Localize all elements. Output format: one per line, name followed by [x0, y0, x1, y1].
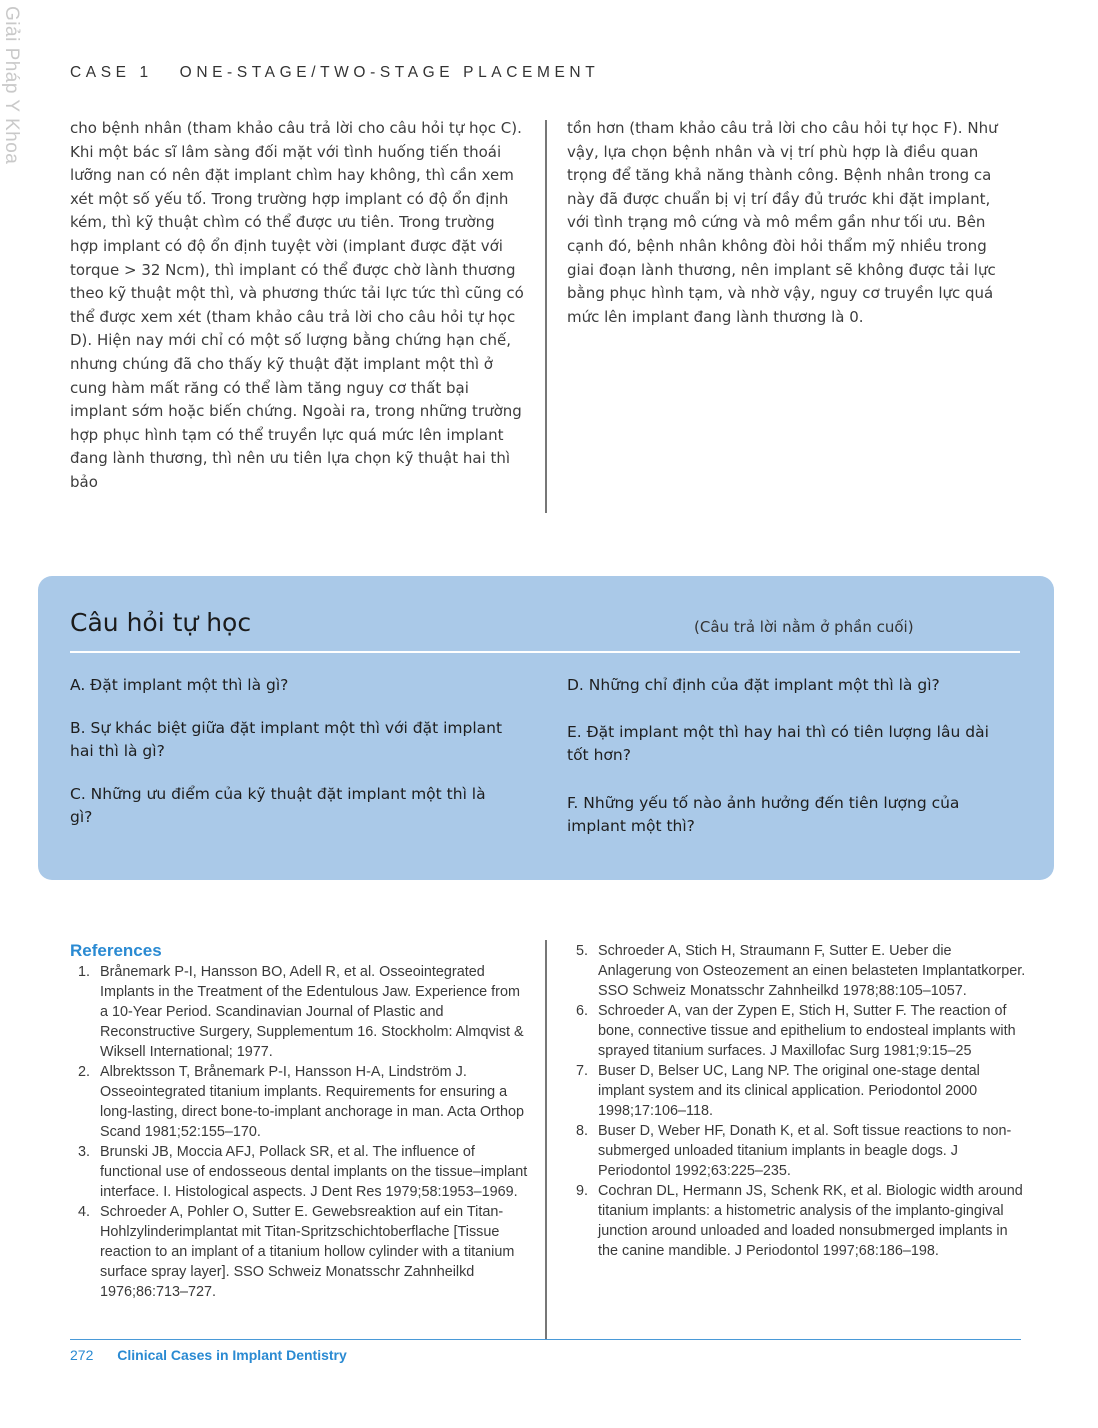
reference-item — [568, 1061, 1028, 1121]
reference-item — [70, 1202, 530, 1302]
footer-rule — [70, 1339, 1021, 1340]
reference-item — [70, 1062, 530, 1142]
references-heading: References — [70, 941, 162, 960]
watermark: Giải Pháp Y Khoa — [1, 6, 22, 165]
question-b: B. Sự khác biệt giữa đặt implant một thì với đặt implant hai thì là gì? — [70, 719, 503, 760]
reference-text: Brånemark P-I, Hansson BO, Adell R, et al. Osseointegrated Implants in the Treatment of the Edentulous Jaw. Experience from a 10-Year Period. Scandinavian Journal of Plastic and Reconstructive Surgery, Supplementum 16. Stockholm: Almqvist & Wiksell International; 1977. — [100, 964, 524, 1060]
reference-item — [568, 1121, 1028, 1181]
reference-number: 4. — [78, 1204, 91, 1220]
case-title: ONE-STAGE/TWO-STAGE PLACEMENT — [179, 64, 600, 81]
body-column-left — [70, 117, 525, 495]
reference-item — [568, 1181, 1028, 1261]
reference-number: 1. — [78, 964, 91, 980]
reference-text: Buser D, Weber HF, Donath K, et al. Soft tissue reactions to non-submerged unloaded titanium implants in beagle dogs. J Periodontol 1992;63:225–235. — [598, 1123, 1012, 1179]
reference-number: 9. — [576, 1183, 589, 1199]
book-title: Clinical Cases in Implant Dentistry — [117, 1347, 347, 1363]
self-study-questions-box — [38, 576, 1054, 880]
reference-item — [70, 1142, 530, 1202]
body-paragraph-left: cho bệnh nhân (tham khảo câu trả lời cho câu hỏi tự học C). Khi một bác sĩ lâm sàng đối mặt với tình huống tiến thoái lưỡng nan có nên đặt implant chìm hay không, thì cần xem xét một số yếu tố. Trong trường hợp implant có độ ổn định kém, thì kỹ thuật chìm có thể được ưu tiên. Trong trường hợp implant có độ ổn định tuyệt vời (implant được đặt với torque > 32 Ncm), thì implant có thể được chờ lành thương theo kỹ thuật một thì, và phương thức tải lực tức thì cũng có thể được xem xét (tham khảo câu trả lời cho câu hỏi tự học D). Hiện nay mới chỉ có một số lượng bằng chứng hạn chế, nhưng chúng đã cho thấy kỹ thuật đặt implant một thì ở cung hàm mất răng có thể làm tăng nguy cơ thất bại implant sớm hoặc biến chứng. Ngoài ra, trong những trường hợp phục hình tạm có thể truyền lực quá mức lên implant đang lành thương, thì nên ưu tiên lựa chọn kỹ thuật hai thì bảo — [70, 119, 524, 491]
body-column-right — [567, 117, 1017, 329]
running-head — [70, 64, 599, 82]
case-label: CASE 1 — [70, 64, 153, 81]
references-column-right — [568, 941, 1028, 1261]
references-divider — [545, 940, 547, 1340]
column-divider — [545, 120, 547, 513]
question-f: F. Những yếu tố nào ảnh hưởng đến tiên lượng của implant một thì? — [567, 794, 960, 835]
reference-text: Buser D, Belser UC, Lang NP. The original one-stage dental implant system and its clinical application. Periodontol 2000 1998;17:106–118. — [598, 1063, 980, 1119]
body-paragraph-right: tồn hơn (tham khảo câu trả lời cho câu hỏi tự học F). Như vậy, lựa chọn bệnh nhân và vị trí phù hợp là điều quan trọng để tăng khả năng thành công. Bệnh nhân trong ca này đã được chuẩn bị vị trí đầy đủ trước khi đặt implant, với tình trạng mô cứng và mô mềm gần như tối ưu. Bên cạnh đó, bệnh nhân không đòi hỏi thẩm mỹ nhiều trong giai đoạn lành thương, nên implant sẽ không được tải lực bằng phục hình tạm, và nhờ vậy, nguy cơ truyền lực quá mức lên implant đang lành thương là 0. — [567, 119, 998, 326]
reference-text: Schroeder A, van der Zypen E, Stich H, Sutter F. The reaction of bone, connective tissue and epithelium to endosteal implants with sprayed titanium surfaces. J Maxillofac Surg 1981;9:15–25 — [598, 1003, 1016, 1059]
reference-item — [568, 941, 1028, 1001]
questions-title: Câu hỏi tự học — [70, 608, 252, 637]
page-number: 272 — [70, 1347, 94, 1363]
reference-text: Albrektsson T, Brånemark P-I, Hansson H-A, Lindström J. Osseointegrated titanium implants. Requirements for ensuring a long-lasting, direct bone-to-implant anchorage in man. Acta Orthop Scand 1981;52:155–170. — [100, 1064, 524, 1140]
reference-text: Schroeder A, Pohler O, Sutter E. Gewebsreaktion auf ein Titan-Hohlzylinderimplantat mit Titan-Spritzschichtoberflache [Tissue reaction to an implant of a titanium hollow cylinder with a titanium surface spray layer]. SSO Schweiz Monatsschr Zahnheilkd 1976;86:713–727. — [100, 1204, 515, 1300]
question-a: A. Đặt implant một thì là gì? — [70, 676, 289, 694]
references-column-left — [70, 941, 530, 1302]
reference-number: 8. — [576, 1123, 589, 1139]
question-d: D. Những chỉ định của đặt implant một thì là gì? — [567, 676, 940, 694]
questions-divider — [70, 651, 1020, 653]
reference-number: 5. — [576, 943, 589, 959]
reference-number: 3. — [78, 1144, 91, 1160]
reference-text: Cochran DL, Hermann JS, Schenk RK, et al. Biologic width around titanium implants: a histometric analysis of the implanto-gingival junction around unloaded and loaded nonsubmerged implants in the canine mandible. J Periodontol 1997;68:186–198. — [598, 1183, 1023, 1259]
questions-note: (Câu trả lời nằm ở phần cuối) — [694, 618, 914, 636]
question-c: C. Những ưu điểm của kỹ thuật đặt implant một thì là gì? — [70, 785, 486, 826]
reference-item — [70, 962, 530, 1062]
reference-text: Brunski JB, Moccia AFJ, Pollack SR, et al. The influence of functional use of endosseous dental implants on the tissue–implant interface. I. Histological aspects. J Dent Res 1979;58:1953–1969. — [100, 1144, 528, 1200]
reference-text: Schroeder A, Stich H, Straumann F, Sutter E. Ueber die Anlagerung von Osteozement an einen belasteten Implantatkorper. SSO Schweiz Monatsschr Zahnheilkd 1978;88:105–1057. — [598, 943, 1026, 999]
question-e: E. Đặt implant một thì hay hai thì có tiên lượng lâu dài tốt hơn? — [567, 723, 989, 764]
reference-number: 2. — [78, 1064, 91, 1080]
reference-item — [568, 1001, 1028, 1061]
reference-number: 6. — [576, 1003, 589, 1019]
reference-number: 7. — [576, 1063, 589, 1079]
page-footer — [70, 1347, 347, 1363]
